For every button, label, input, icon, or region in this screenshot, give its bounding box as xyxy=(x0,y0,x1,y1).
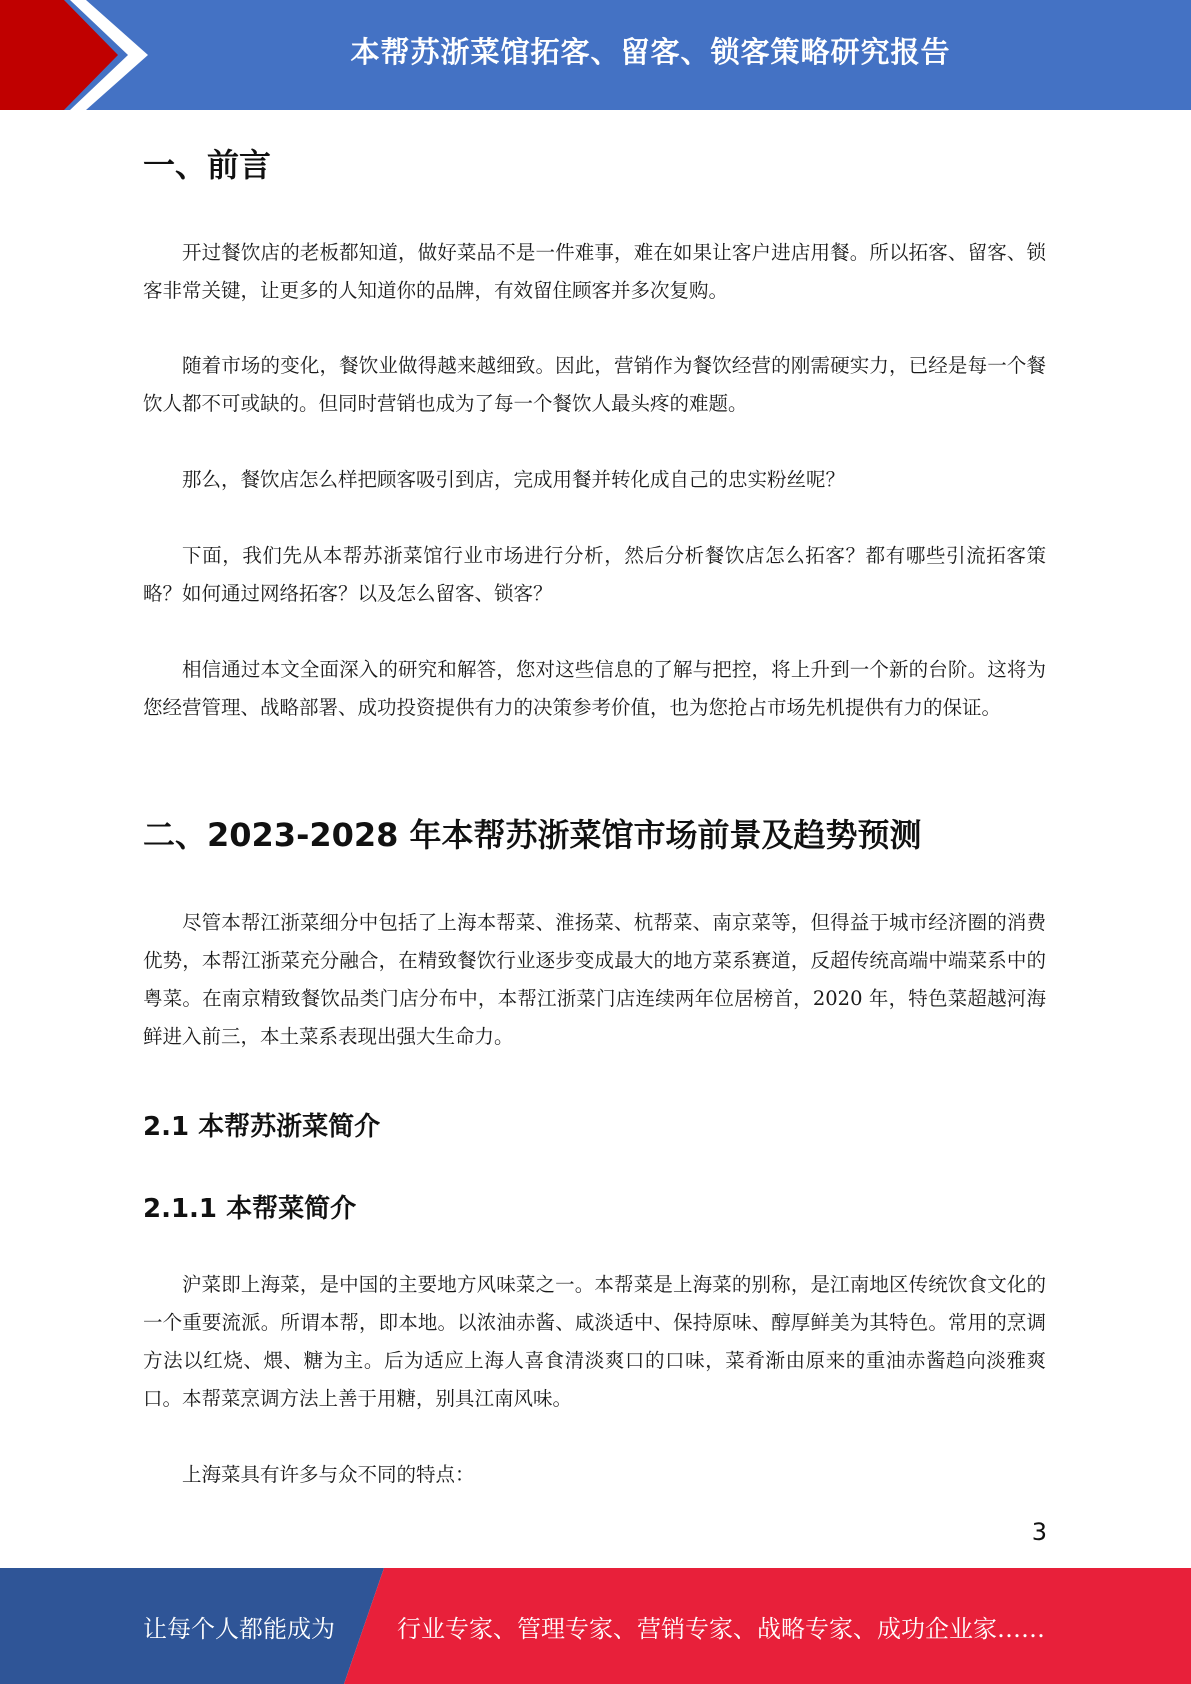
footer-slogan-right: 行业专家、管理专家、营销专家、战略专家、成功企业家…… xyxy=(397,1614,1045,1643)
header-banner xyxy=(0,0,1191,110)
paragraph: 下面，我们先从本帮苏浙菜馆行业市场进行分析，然后分析餐饮店怎么拓客？都有哪些引流拓客策略？如何通过网络拓客？以及怎么留客、锁客？ xyxy=(143,544,1046,605)
subsection-heading-2-1: 2.1 本帮苏浙菜简介 xyxy=(143,1112,381,1142)
paragraph: 那么，餐饮店怎么样把顾客吸引到店，完成用餐并转化成自己的忠实粉丝呢？ xyxy=(182,468,846,491)
footer-banner xyxy=(0,1568,1191,1684)
header-chevron-decoration xyxy=(0,0,160,110)
section-heading-preface: 一、前言 xyxy=(143,146,272,184)
document-title: 本帮苏浙菜馆拓客、留客、锁客策略研究报告 xyxy=(350,34,951,69)
paragraph: 上海菜具有许多与众不同的特点： xyxy=(182,1463,475,1486)
paragraph: 尽管本帮江浙菜细分中包括了上海本帮菜、淮扬菜、杭帮菜、南京菜等，但得益于城市经济圈的消费优势，本帮江浙菜充分融合，在精致餐饮行业逐步变成最大的地方菜系赛道，反超传统高端中端菜系中的粤菜。在南京精致餐饮品类门店分布中，本帮江浙菜门店连续两年位居榜首，2020 年，特色菜超越河海鲜进入前三，本土菜系表现出强大生命力。 xyxy=(143,911,1046,1048)
paragraph: 沪菜即上海菜，是中国的主要地方风味菜之一。本帮菜是上海菜的别称，是江南地区传统饮食文化的一个重要流派。所谓本帮，即本地。以浓油赤酱、咸淡适中、保持原味、醇厚鲜美为其特色。常用的烹调方法以红烧、煨、糖为主。后为适应上海人喜食清淡爽口的口味，菜肴渐由原来的重油赤酱趋向淡雅爽口。本帮菜烹调方法上善于用糖，别具江南风味。 xyxy=(143,1273,1046,1410)
subsection-heading-2-1-1: 2.1.1 本帮菜简介 xyxy=(143,1194,357,1224)
paragraph: 随着市场的变化，餐饮业做得越来越细致。因此，营销作为餐饮经营的刚需硬实力，已经是每一个餐饮人都不可或缺的。但同时营销也成为了每一个餐饮人最头疼的难题。 xyxy=(143,354,1046,415)
page-number: 3 xyxy=(1031,1518,1047,1546)
paragraph: 相信通过本文全面深入的研究和解答，您对这些信息的了解与把控，将上升到一个新的台阶。这将为您经营管理、战略部署、成功投资提供有力的决策参考价值，也为您抢占市场先机提供有力的保证。 xyxy=(143,658,1046,719)
section-heading-market-forecast: 二、2023-2028 年本帮苏浙菜馆市场前景及趋势预测 xyxy=(143,816,922,854)
footer-slogan-left: 让每个人都能成为 xyxy=(143,1614,335,1643)
paragraph: 开过餐饮店的老板都知道，做好菜品不是一件难事，难在如果让客户进店用餐。所以拓客、留客、锁客非常关键，让更多的人知道你的品牌，有效留住顾客并多次复购。 xyxy=(143,241,1046,302)
